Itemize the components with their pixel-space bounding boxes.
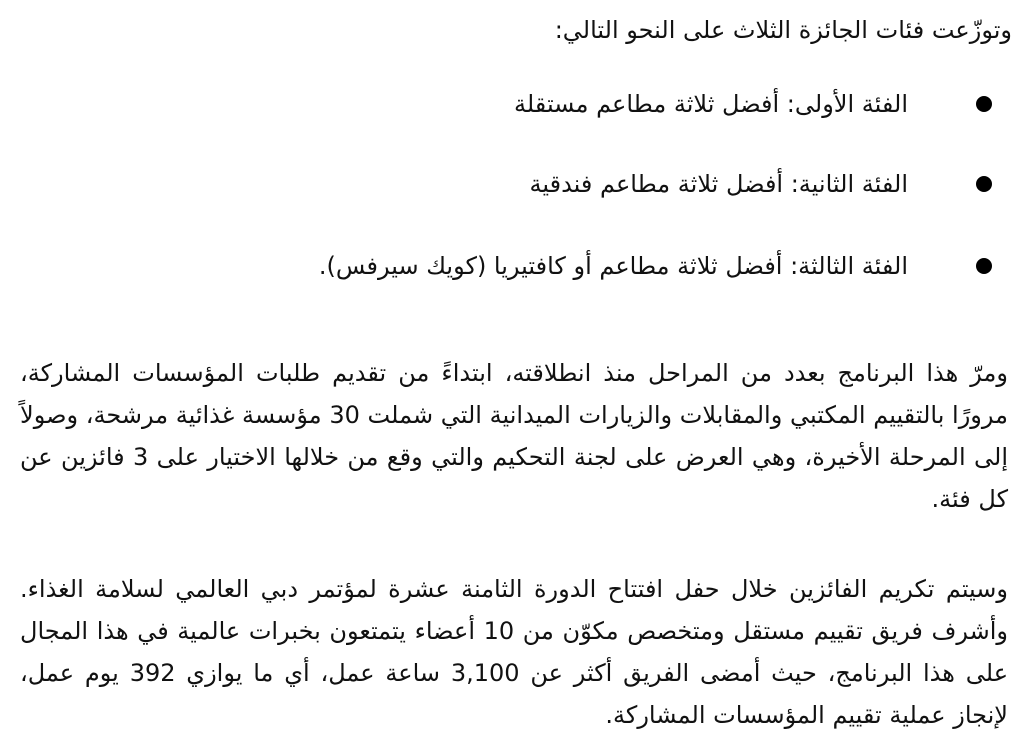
category-text: الفئة الأولى: أفضل ثلاثة مطاعم مستقلة bbox=[513, 90, 908, 118]
category-text: الفئة الثانية: أفضل ثلاثة مطاعم فندقية bbox=[529, 170, 908, 198]
list-item bbox=[20, 84, 1008, 124]
paragraph-program-stages: ومرّ هذا البرنامج بعدد من المراحل منذ انطلاقته، ابتداءً من تقديم طلبات المؤسسات المشاركة، مرورًا بالتقييم المكتبي والمقابلات والزيارات الميدانية التي شملت 30 مؤسسة غذائية مرشحة، وصولاً إلى المرحلة الأخيرة، وهي العرض على لجنة التحكيم والتي وقع من خلالها الاختيار على 3 فائزين عن كل فئة. bbox=[20, 359, 1008, 513]
bullet-icon bbox=[976, 258, 992, 274]
list-item bbox=[20, 164, 1008, 204]
category-text: الفئة الثالثة: أفضل ثلاثة مطاعم أو كافتيريا (كويك سيرفس). bbox=[318, 252, 908, 280]
paragraph-winners-honoring: وسيتم تكريم الفائزين خلال حفل افتتاح الدورة الثامنة عشرة لمؤتمر دبي العالمي لسلامة الغذاء. وأشرف فريق تقييم مستقل ومتخصص مكوّن من 10 أعضاء يتمتعون بخبرات عالمية في هذا المجال على هذا البرنامج، حيث أمضى الفريق أكثر عن 3,100 ساعة عمل، أي ما يوازي 392 يوم عمل، لإنجاز عملية تقييم المؤسسات المشاركة. bbox=[20, 575, 1009, 729]
bullet-icon bbox=[976, 96, 992, 112]
bullet-icon bbox=[976, 176, 992, 192]
list-item bbox=[20, 246, 1008, 286]
intro-line: وتوزّعت فئات الجائزة الثلاث على النحو التالي: bbox=[554, 16, 1012, 44]
